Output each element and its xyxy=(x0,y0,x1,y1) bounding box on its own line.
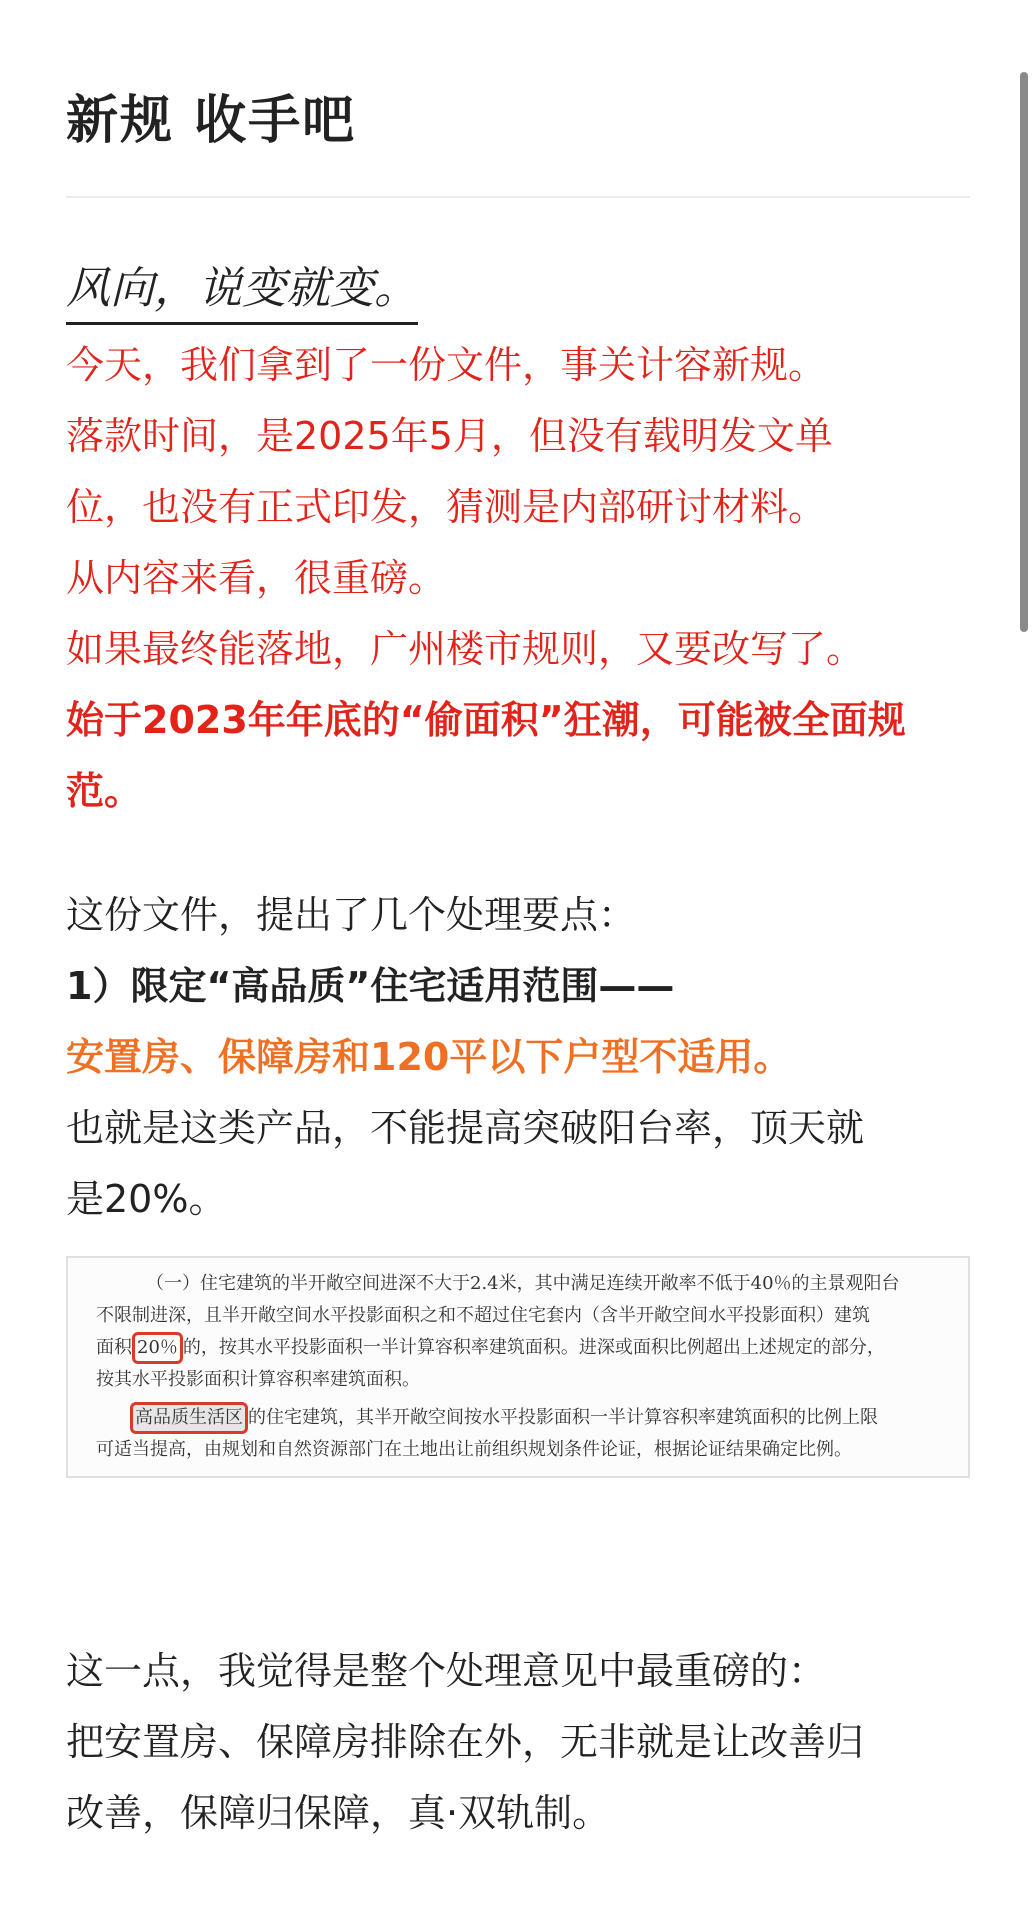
highlight-box-quality-zone: 高品质生活区 xyxy=(130,1402,248,1434)
point-heading: 1）限定“高品质”住宅适用范围—— xyxy=(66,964,675,1008)
section-points xyxy=(66,880,986,1235)
body-line: 把安置房、保障房排除在外，无非就是让改善归 xyxy=(66,1720,865,1764)
doc-line xyxy=(96,1332,940,1364)
doc-line: 不限制进深，且半开敞空间水平投影面积之和不超过住宅套内（含半开敞空间水平投影面积）建筑 xyxy=(96,1305,870,1326)
highlight-box-20-percent: 20％ xyxy=(132,1332,183,1364)
doc-line xyxy=(96,1402,940,1434)
doc-line: 可适当提高，由规划和自然资源部门在土地出让前组织规划条件论证，根据论证结果确定比例。 xyxy=(96,1439,852,1460)
lead-sentence: 风向，说变就变。 xyxy=(66,252,418,325)
highlight-paragraph xyxy=(66,330,976,827)
doc-line: 按其水平投影面积计算容积率建筑面积。 xyxy=(96,1369,420,1390)
doc-text: 的住宅建筑，其半开敞空间按水平投影面积一半计算容积率建筑面积的比例上限 xyxy=(248,1407,878,1428)
body-line: 是20%。 xyxy=(66,1177,227,1221)
highlight-bold-line: 范。 xyxy=(66,769,143,813)
body-line: 也就是这类产品，不能提高突破阳台率，顶天就 xyxy=(66,1106,865,1150)
doc-line: （一）住宅建筑的半开敞空间进深不大于2.4米，其中满足连续开敞率不低于40％的主景观阳台 xyxy=(146,1273,900,1294)
body-line: 改善，保障归保障，真·双轨制。 xyxy=(66,1791,611,1835)
article-title: 新规 收手吧 xyxy=(66,91,357,151)
document-excerpt-image xyxy=(66,1256,970,1478)
title-divider xyxy=(66,196,970,198)
highlight-bold-line: 始于2023年年底的“偷面积”狂潮，可能被全面规 xyxy=(66,698,906,742)
highlight-line: 落款时间，是2025年5月，但没有载明发文单 xyxy=(66,414,833,458)
highlight-line: 如果最终能落地，广州楼市规则，又要改写了。 xyxy=(66,627,865,671)
highlight-line: 从内容来看，很重磅。 xyxy=(66,556,447,600)
highlight-line: 今天，我们拿到了一份文件，事关计容新规。 xyxy=(66,343,827,387)
body-line: 这一点，我觉得是整个处理意见中最重磅的： xyxy=(66,1649,827,1693)
scrollbar[interactable] xyxy=(1020,72,1028,632)
doc-text: 面积 xyxy=(96,1337,132,1358)
doc-text: 的，按其水平投影面积一半计算容积率建筑面积。进深或面积比例超出上述规定的部分， xyxy=(182,1337,885,1358)
section-opinion xyxy=(66,1636,986,1849)
highlight-line: 位，也没有正式印发，猜测是内部研讨材料。 xyxy=(66,485,827,529)
point-highlight: 安置房、保障房和120平以下户型不适用。 xyxy=(66,1035,792,1079)
section-intro: 这份文件，提出了几个处理要点： xyxy=(66,893,637,937)
